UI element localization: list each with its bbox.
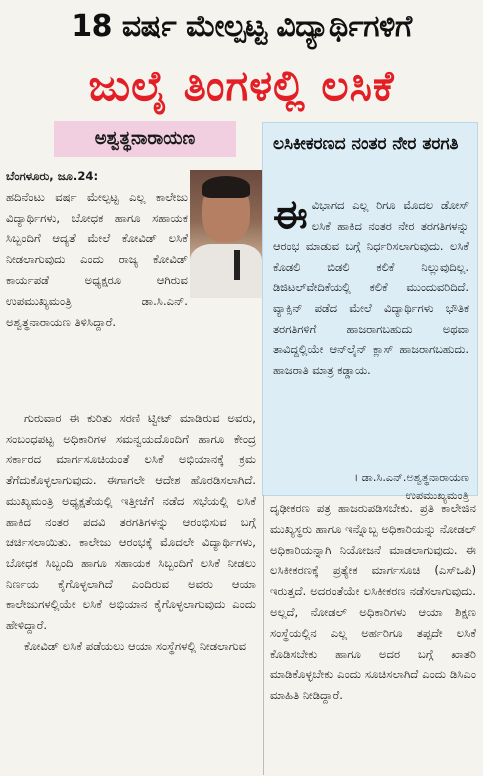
article-right-column (270, 498, 476, 706)
sidebar-body-text: ವಿಭಾಗದ ಎಲ್ಲ ರಿಗೂ ಮೊದಲ ಡೋಸ್ ಲಸಿಕೆ ಹಾಕಿದ ನಂತರ ನೇರ ತರಗತಿಗಳನ್ನು ಆರಂಭ ಮಾಡುವ ಬಗ್ಗೆ ನಿರ್ಧರಿಸಲಾಗುವುದು. ಲಸಿಕೆ ಕೊಡಲಿ ಬಿಡಲಿ ಕಲಿಕೆ ನಿಲ್ಲುವುದಿಲ್ಲ. ಡಿಜಿಟಲ್‌ವೇದಿಕೆಯಲ್ಲಿ ಕಲಿಕೆ ಮುಂದುವರಿದಿದೆ. ವ್ಯಾಕ್ಸಿನ್ ಪಡೆದ ಮೇಲೆ ವಿದ್ಯಾರ್ಥಿಗಳು ಭೌತಿಕ ತರಗತಿಗಳಿಗೆ ಹಾಜರಾಗಬಹುದು ಅಥವಾ ತಾವಿದ್ದಲ್ಲಿಯೇ ಆನ್‌ಲೈನ್ ಕ್ಲಾಸ್ ಹಾಜರಾಗಬಹುದು. ಹಾಜರಾತಿ ಮಾತ್ರ ಕಡ್ಡಾಯ. (273, 198, 469, 377)
headline-main: ಜುಲೈ ತಿಂಗಳಲ್ಲಿ ಲಸಿಕೆ (88, 61, 395, 110)
article-right-paragraph: ದೃಢೀಕರಣ ಪತ್ರ ಹಾಜರುಪಡಿಸಬೇಕು. ಪ್ರತಿ ಕಾಲೇಜಿನ ಮುಖ್ಯಸ್ಥರು ಹಾಗೂ ಇನ್ನೊಬ್ಬ ಅಧಿಕಾರಿಯನ್ನು ನೋಡಲ್ ಅಧಿಕಾರಿಯನ್ನಾಗಿ ನಿಯೋಜನೆ ಮಾಡಲಾಗುವುದು. ಈ ಲಸಿಕೀಕರಣಕ್ಕೆ ಪ್ರತ್ಯೇಕ ಮಾರ್ಗಸೂಚಿ (ಎಸ್‌ಒಪಿ) ಇರುತ್ತದೆ. ಅದರಂತೆಯೇ ಲಸಿಕೀಕರಣ ನಡೆಸಲಾಗುವುದು. ಅಲ್ಲದೆ, ನೋಡಲ್ ಅಧಿಕಾರಿಗಳು ಆಯಾ ಶಿಕ್ಷಣ ಸಂಸ್ಥೆಯಲ್ಲಿನ ಎಲ್ಲ ಅರ್ಹರಿಗೂ ತಪ್ಪದೇ ಲಸಿಕೆ ಕೊಡಿಸಬೇಕು ಹಾಗೂ ಅದರ ಬಗ್ಗೆ ಖಾತರಿ ಮಾಡಿಕೊಳ್ಳಬೇಕು ಎಂದು ಸೂಚಿಸಲಾಗಿದೆ ಎಂದು ಡಿಸಿಎಂ ಮಾಹಿತಿ ನೀಡಿದ್ದಾರೆ. (270, 501, 476, 703)
article-paragraph-1: ಹದಿನೆಂಟು ವರ್ಷ ಮೇಲ್ಪಟ್ಟ ಎಲ್ಲ ಕಾಲೇಜು ವಿದ್ಯಾರ್ಥಿಗಳು, ಬೋಧಕ ಹಾಗೂ ಸಹಾಯಕ ಸಿಬ್ಬಂದಿಗೆ ಆದ್ಯತೆ ಮೇಲೆ ಕೋವಿಡ್ ಲಸಿಕೆ ನೀಡಲಾಗುವುದು ಎಂದು ರಾಜ್ಯ ಕೋವಿಡ್ ಕಾರ್ಯಪಡೆ ಅಧ್ಯಕ್ಷರೂ ಆಗಿರುವ ಉಪಮುಖ್ಯಮಂತ್ರಿ ಡಾ.ಸಿ.ಎನ್. ಅಶ್ವತ್ಥನಾರಾಯಣ ತಿಳಿಸಿದ್ದಾರೆ. (6, 189, 188, 329)
article-left-column-lower (6, 408, 256, 656)
minister-photo (190, 170, 262, 298)
sidebar-signature-name: । ಡಾ.ಸಿ.ಎನ್.ಅಶ್ವತ್ಥನಾರಾಯಣ (353, 471, 469, 484)
sidebar-signature-title: ಉಪಮುಖ್ಯಮಂತ್ರಿ (405, 489, 469, 502)
byline: ಅಶ್ವತ್ಥನಾರಾಯಣ (54, 121, 236, 157)
article-left-column (6, 166, 188, 332)
sidebar-title: ಲಸಿಕೀಕರಣದ ನಂತರ ನೇರ ತರಗತಿ (273, 134, 459, 154)
photo-hair (202, 176, 250, 198)
article-paragraph-3: ಕೋವಿಡ್ ಲಸಿಕೆ ಪಡೆಯಲು ಆಯಾ ಸಂಸ್ಥೆಗಳಲ್ಲಿ ನೀಡಲಾಗುವ (24, 638, 247, 653)
headline-top: 18 ವರ್ಷ ಮೇಲ್ಪಟ್ಟ ವಿದ್ಯಾರ್ಥಿಗಳಿಗೆ (71, 9, 412, 44)
photo-microphone (234, 250, 240, 280)
photo-body (190, 244, 262, 298)
article-paragraph-2: ಗುರುವಾರ ಈ ಕುರಿತು ಸರಣಿ ಟ್ವೀಟ್ ಮಾಡಿರುವ ಅವರು, ಸಂಬಂಧಪಟ್ಟ ಅಧಿಕಾರಿಗಳ ಸಮನ್ವಯದೊಂದಿಗೆ ಹಾಗೂ ಕೇಂದ್ರ ಸರ್ಕಾರದ ಮಾರ್ಗಸೂಚಿಯಂತೆ ಲಸಿಕೆ ಅಭಿಯಾನಕ್ಕೆ ಕ್ರಮ ತೆಗೆದುಕೊಳ್ಳಲಾಗುವುದು. ಈಗಾಗಲೇ ಆದೇಶ ಹೊರಡಿಸಲಾಗಿದೆ. ಮುಖ್ಯಮಂತ್ರಿ ಅಧ್ಯಕ್ಷತೆಯಲ್ಲಿ ಇತ್ತೀಚೆಗೆ ನಡೆದ ಸಭೆಯಲ್ಲಿ ಲಸಿಕೆ ಹಾಕಿದ ನಂತರ ಪದವಿ ತರಗತಿಗಳನ್ನು ಆರಂಭಿಸುವ ಬಗ್ಗೆ ಚರ್ಚಿಸಲಾಯಿತು. ಕಾಲೇಜು ಆರಂಭಕ್ಕೆ ಮೊದಲೇ ವಿದ್ಯಾರ್ಥಿಗಳು, ಬೋಧಕ ಸಿಬ್ಬಂದಿ ಹಾಗೂ ಸಹಾಯಕ ಸಿಬ್ಬಂದಿಗೆ ಲಸಿಕೆ ನೀಡಲು ನಿರ್ಣಯ ಕೈಗೊಳ್ಳಲಾಗಿದೆ ಎಂದಿರುವ ಅವರು ಆಯಾ ಕಾಲೇಜುಗಳಲ್ಲಿಯೇ ಲಸಿಕೆ ಅಭಿಯಾನ ಕೈಗೊಳ್ಳಲಾಗುವುದು ಎಂದು ಹೇಳಿದ್ದಾರೆ. (6, 411, 256, 633)
column-divider (263, 495, 264, 775)
sidebar-quote-box (262, 122, 478, 502)
sidebar-body (273, 192, 469, 380)
dateline: ಬೆಂಗಳೂರು, ಜೂ.24: (6, 169, 99, 183)
sidebar-dropcap: ಈ (273, 192, 308, 238)
